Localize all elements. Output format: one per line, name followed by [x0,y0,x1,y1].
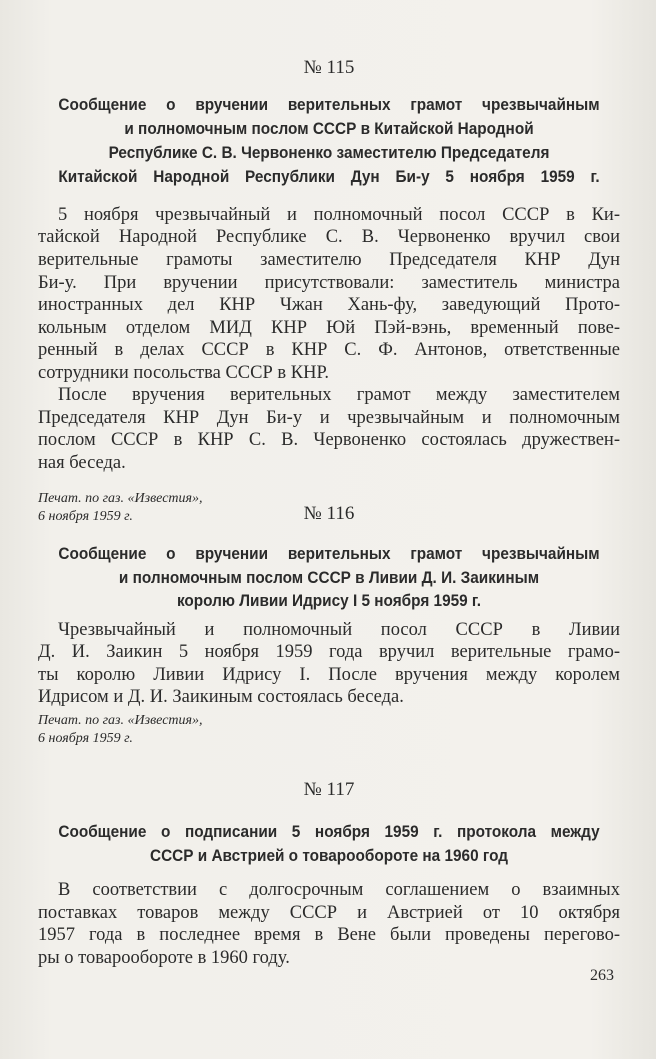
source-citation: 6 ноября 1959 г. [38,509,133,524]
document-number: № 116 [303,503,355,524]
page-number: 263 [590,967,614,984]
document-heading-line: и полномочным послом СССР в Китайской Народной [124,120,534,138]
document-number: № 115 [303,57,355,78]
source-citation: Печат. по газ. «Известия», [38,491,203,506]
body-line: ренный в делах СССР в КНР С. Ф. Антонов, ответственные [38,340,620,360]
body-line: сотрудники посольства СССР в КНР. [38,363,330,383]
body-line: ная беседа. [38,453,126,473]
document-number: № 117 [303,779,355,800]
source-citation: 6 ноября 1959 г. [38,731,133,746]
body-line: иностранных дел КНР Чжан Хань-фу, заведующий Прото- [38,295,620,315]
body-line: В соответствии с долгосрочным соглашением о взаимных [58,880,620,900]
body-line: 1957 года в последнее время в Вене были проведены перегово- [38,925,620,945]
document-heading-line: Сообщение о подписании 5 ноября 1959 г. протокола между [58,823,600,841]
document-heading-line: Китайской Народной Республики Дун Би-у 5 ноября 1959 г. [58,168,600,186]
body-line: ры о товарообороте в 1960 году. [38,948,290,968]
source-citation: Печат. по газ. «Известия», [38,713,203,728]
document-heading-line: Республике С. В. Червоненко заместителю Председателя [108,144,550,162]
body-line: кольным отделом МИД КНР Юй Пэй-вэнь, временный пове- [38,318,620,338]
document-heading-line: СССР и Австрией о товарообороте на 1960 год [150,847,508,865]
body-line: После вручения верительных грамот между заместителем [58,385,620,405]
body-line: поставках товаров между СССР и Австрией от 10 октября [38,903,620,923]
body-line: тайской Народной Республике С. В. Червоненко вручил свои [38,227,620,247]
document-heading-line: королю Ливии Идрису I 5 ноября 1959 г. [176,592,482,610]
body-line: послом СССР в КНР С. В. Червоненко состоялась дружествен- [38,430,620,450]
body-line: ты королю Ливии Идрису I. После вручения между королем [38,665,620,685]
body-line: верительные грамоты заместителю Председателя КНР Дун [38,250,620,270]
body-line: Чрезвычайный и полномочный посол СССР в Ливии [58,620,620,640]
body-line: Би-у. При вручении присутствовали: заместитель министра [38,273,620,293]
document-heading-line: Сообщение о вручении верительных грамот чрезвычайным [58,96,600,114]
body-line: Д. И. Заикин 5 ноября 1959 года вручил верительные грамо- [38,642,620,662]
document-heading-line: и полномочным послом СССР в Ливии Д. И. Заикиным [118,569,540,587]
body-line: 5 ноября чрезвычайный и полномочный посол СССР в Ки- [58,205,620,225]
body-line: Идрисом и Д. И. Заикиным состоялась беседа. [38,687,404,707]
document-heading-line: Сообщение о вручении верительных грамот чрезвычайным [58,545,600,563]
body-line: Председателя КНР Дун Би-у и чрезвычайным и полномочным [38,408,620,428]
